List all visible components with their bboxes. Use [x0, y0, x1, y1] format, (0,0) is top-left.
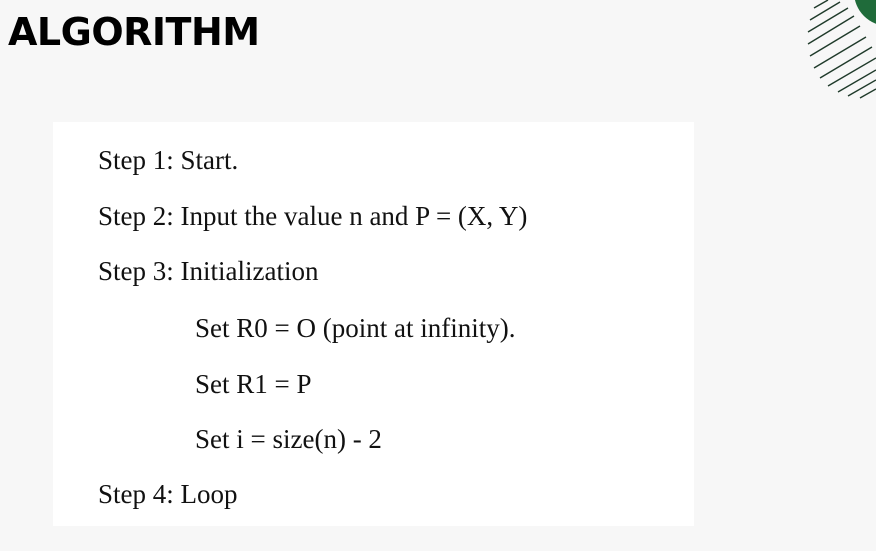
step-3: Step 3: Initialization [98, 256, 319, 286]
step-2: Step 2: Input the value n and P = (X, Y) [98, 201, 528, 231]
step-3-set-i: Set i = size(n) - 2 [195, 424, 382, 454]
slide-title: ALGORITHM [8, 10, 260, 54]
step-4: Step 4: Loop [98, 479, 238, 509]
step-3-set-r1: Set R1 = P [195, 369, 312, 399]
step-1: Step 1: Start. [98, 145, 239, 175]
striped-corner-decoration-icon [786, 0, 876, 110]
algorithm-panel [53, 122, 694, 526]
step-3-set-r0: Set R0 = O (point at infinity). [195, 313, 516, 343]
